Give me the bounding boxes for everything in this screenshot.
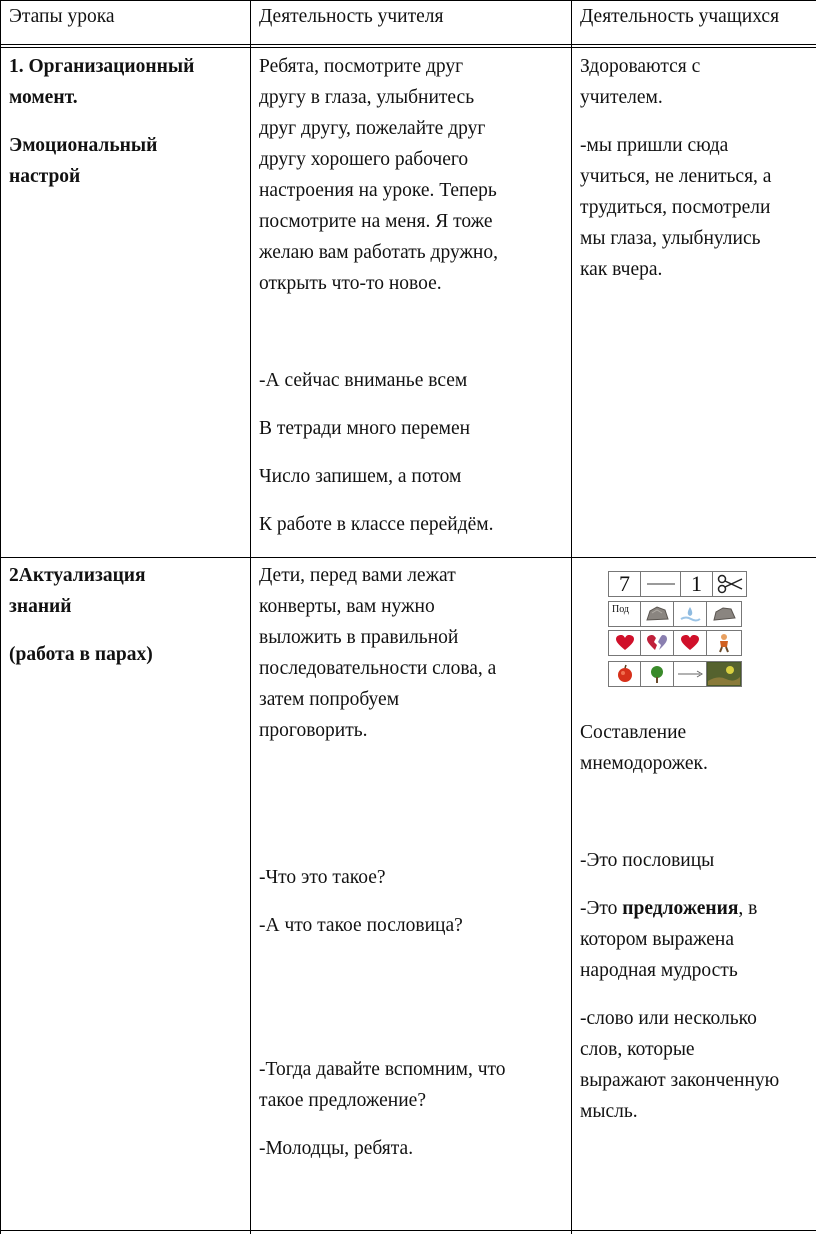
column-divider-2 <box>571 0 572 1234</box>
table-border-left <box>0 0 1 1234</box>
teacher-activity-1: Ребята, посмотрите друг другу в глаза, улыбнитесь друг другу, пожелайте друг другу хорошего рабочего настроения на уроке. Теперь посмотрите на меня. Я тоже желаю вам работать дружно, открыть что-то новое. <box>259 56 498 294</box>
apple-icon <box>615 664 635 684</box>
mnemo-card <box>640 661 674 687</box>
mnemo-row-4 <box>608 661 741 687</box>
person-icon <box>714 633 734 653</box>
heart-icon <box>615 634 635 652</box>
mnemo-card <box>706 601 742 627</box>
header-divider <box>0 44 816 48</box>
stone-icon <box>644 605 670 623</box>
mnemo-card <box>640 630 674 656</box>
mnemo-card: 7 <box>608 571 641 597</box>
stone-icon <box>711 605 737 623</box>
mnemo-card <box>673 630 707 656</box>
landscape-icon <box>708 663 740 685</box>
mnemo-row-1 <box>608 571 746 597</box>
header-students: Деятельность учащихся <box>580 6 780 27</box>
mnemo-card <box>712 571 747 597</box>
teacher-poem: -А сейчас вниманье всем В тетради много перемен Число запишем, а потом К работе в классе перейдём. <box>259 370 494 535</box>
mnemo-row-2 <box>608 601 741 627</box>
dash-icon <box>646 581 676 587</box>
header-teacher: Деятельность учителя <box>259 6 444 27</box>
mnemo-card <box>608 661 641 687</box>
mnemo-card <box>640 571 681 597</box>
mnemo-card <box>673 601 707 627</box>
teacher-questions: -Что это такое? -А что такое пословица? <box>259 867 463 936</box>
heart-icon <box>680 634 700 652</box>
mnemo-card <box>706 661 742 687</box>
mnemo-card: 1 <box>680 571 713 597</box>
stage-knowledge-update: 2Актуализация знаний (работа в парах) <box>9 565 153 665</box>
students-activity-2: Составление мнемодорожек. <box>580 722 708 774</box>
table-border-top <box>0 0 816 1</box>
stage-organizational: 1. Организационный момент. Эмоциональный настрой <box>9 56 195 187</box>
tree-icon <box>647 664 667 684</box>
answer-sentence: -Это предложения, в <box>580 898 758 919</box>
broken-heart-icon <box>646 634 668 652</box>
teacher-activity-2: Дети, перед вами лежат конверты, вам нужно выложить в правильной последовательности слова, а затем попробуем проговорить. <box>259 565 497 741</box>
row-divider <box>0 557 816 558</box>
table-border-bottom <box>0 1230 816 1231</box>
students-activity-1: Здороваются с учителем. -мы пришли сюда учиться, не лениться, а трудиться, посмотрели мы глаза, улыбнулись как вчера. <box>580 56 772 280</box>
mnemo-card <box>640 601 674 627</box>
mnemo-row-3 <box>608 630 741 656</box>
mnemo-card <box>706 630 742 656</box>
arrow-icon <box>677 670 703 678</box>
mnemo-card: Под <box>608 601 641 627</box>
mnemo-card <box>673 661 707 687</box>
scissors-icon <box>716 574 744 594</box>
mnemo-card <box>608 630 641 656</box>
students-answers: -Это пословицы -Это предложения, в котором выражена народная мудрость -слово или несколько слов, которые выражают законченную мысль. <box>580 850 780 1122</box>
column-divider-1 <box>250 0 251 1234</box>
teacher-sentence-question: -Тогда давайте вспомним, что такое предложение? -Молодцы, ребята. <box>259 1059 506 1159</box>
header-stages: Этапы урока <box>9 6 115 27</box>
water-icon <box>678 605 702 623</box>
